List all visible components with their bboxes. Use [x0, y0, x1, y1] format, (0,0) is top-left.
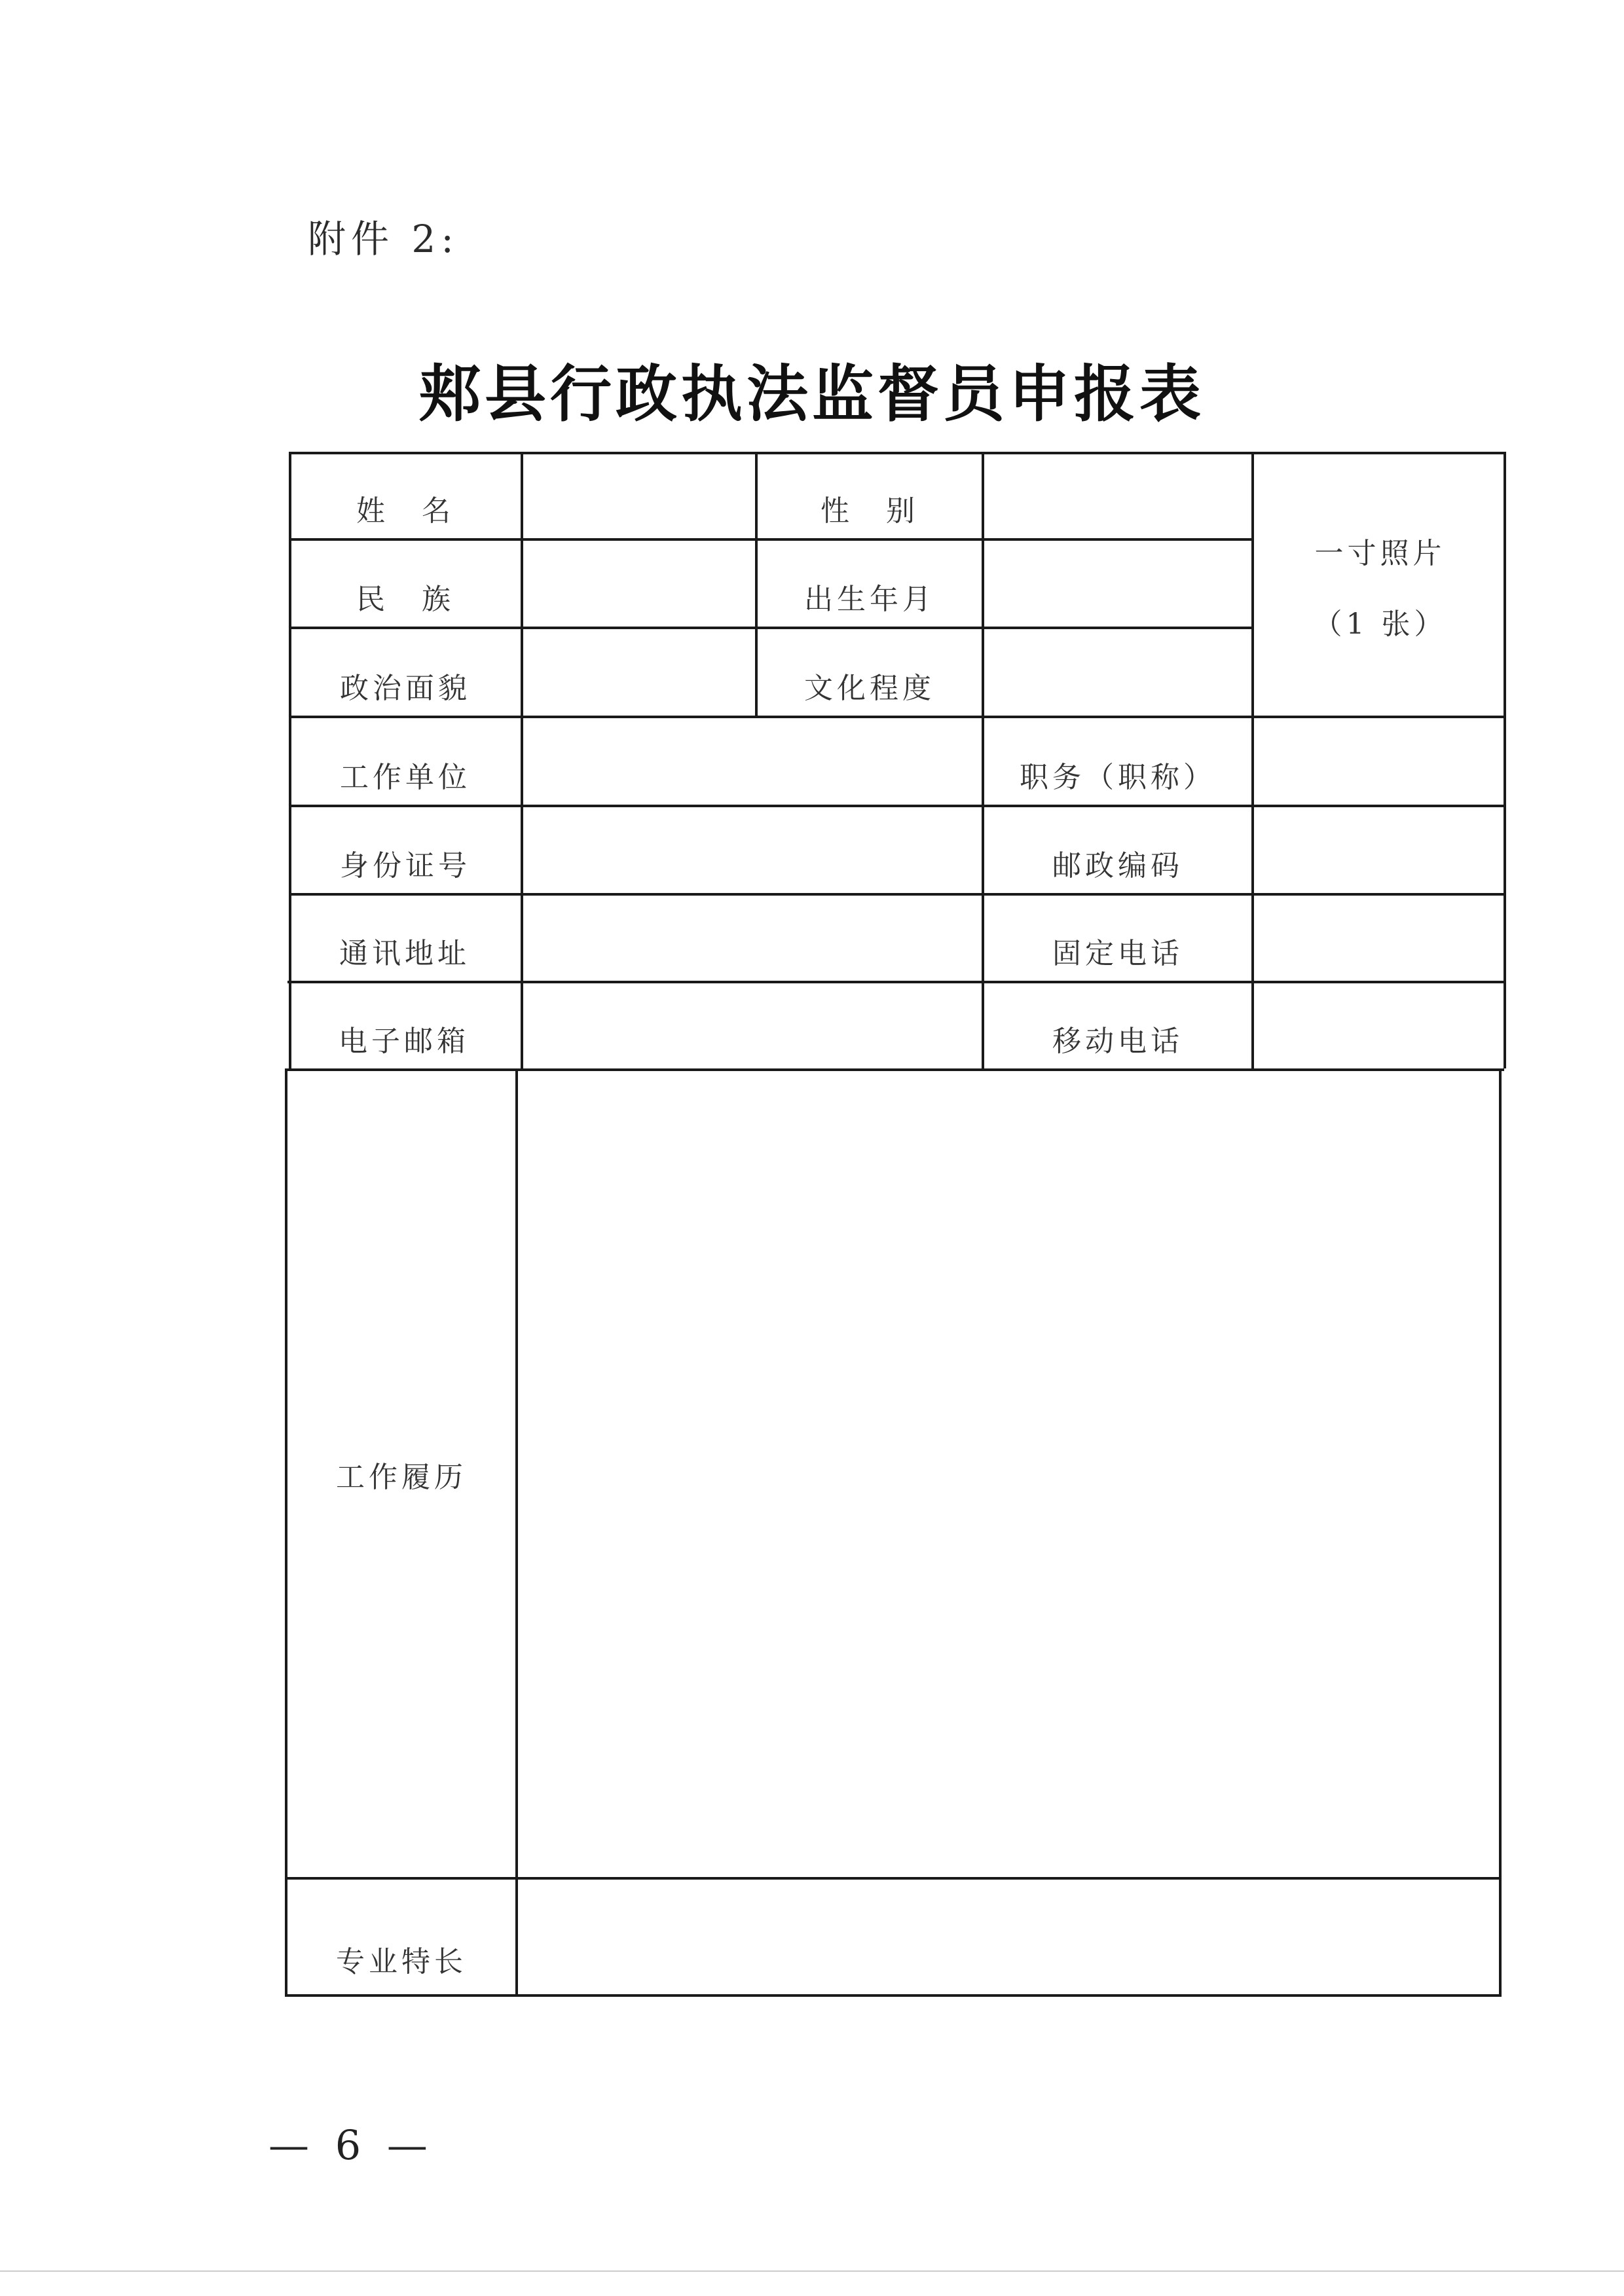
application-form [285, 452, 1506, 1997]
political-label: 政治面貌 [340, 672, 471, 705]
work-history-label: 工作履历 [336, 1460, 467, 1494]
email-label: 电子邮箱 [339, 1025, 470, 1058]
gender-label: 性 别 [821, 494, 919, 528]
address-label: 通讯地址 [339, 937, 470, 970]
workplace-field[interactable] [523, 718, 982, 805]
gender-field[interactable] [984, 454, 1251, 538]
photo-count: （1 张） [1313, 608, 1447, 641]
page-number: — 6 — [268, 2121, 434, 2169]
birth-field[interactable] [984, 541, 1251, 627]
photo-box[interactable] [1254, 452, 1506, 720]
position-field[interactable] [1254, 718, 1504, 805]
political-field[interactable] [523, 629, 755, 716]
workplace-label: 工作单位 [340, 761, 471, 794]
ethnicity-label: 民 族 [356, 583, 454, 616]
landline-field[interactable] [1254, 896, 1504, 981]
page-title: 郏县行政执法监督员申报表 [418, 358, 1205, 430]
name-field[interactable] [523, 454, 755, 538]
mobile-field[interactable] [1254, 983, 1504, 1068]
id-number-field[interactable] [523, 807, 982, 893]
postcode-label: 邮政编码 [1052, 849, 1183, 883]
landline-label: 固定电话 [1052, 937, 1183, 970]
photo-label: 一寸照片 [1314, 537, 1446, 570]
rule-bottom [285, 1994, 1500, 1997]
education-field[interactable] [984, 629, 1251, 716]
id-number-label: 身份证号 [340, 849, 471, 883]
mobile-label: 移动电话 [1052, 1025, 1183, 1058]
ethnicity-field[interactable] [523, 541, 755, 627]
address-field[interactable] [523, 896, 982, 981]
education-label: 文化程度 [804, 672, 935, 705]
postcode-field[interactable] [1254, 807, 1504, 893]
birth-label: 出生年月 [804, 583, 935, 616]
specialty-label: 专业特长 [336, 1945, 467, 1978]
rule-right-lower [1499, 1068, 1502, 1997]
position-label: 职务（职称） [1020, 761, 1216, 794]
name-label: 姓 名 [356, 494, 454, 528]
email-field[interactable] [523, 983, 982, 1068]
work-history-field[interactable] [518, 1071, 1499, 1877]
annex-label: 附件 2: [308, 217, 459, 261]
specialty-field[interactable] [518, 1880, 1499, 1994]
scan-edge-rule [0, 2270, 1624, 2272]
